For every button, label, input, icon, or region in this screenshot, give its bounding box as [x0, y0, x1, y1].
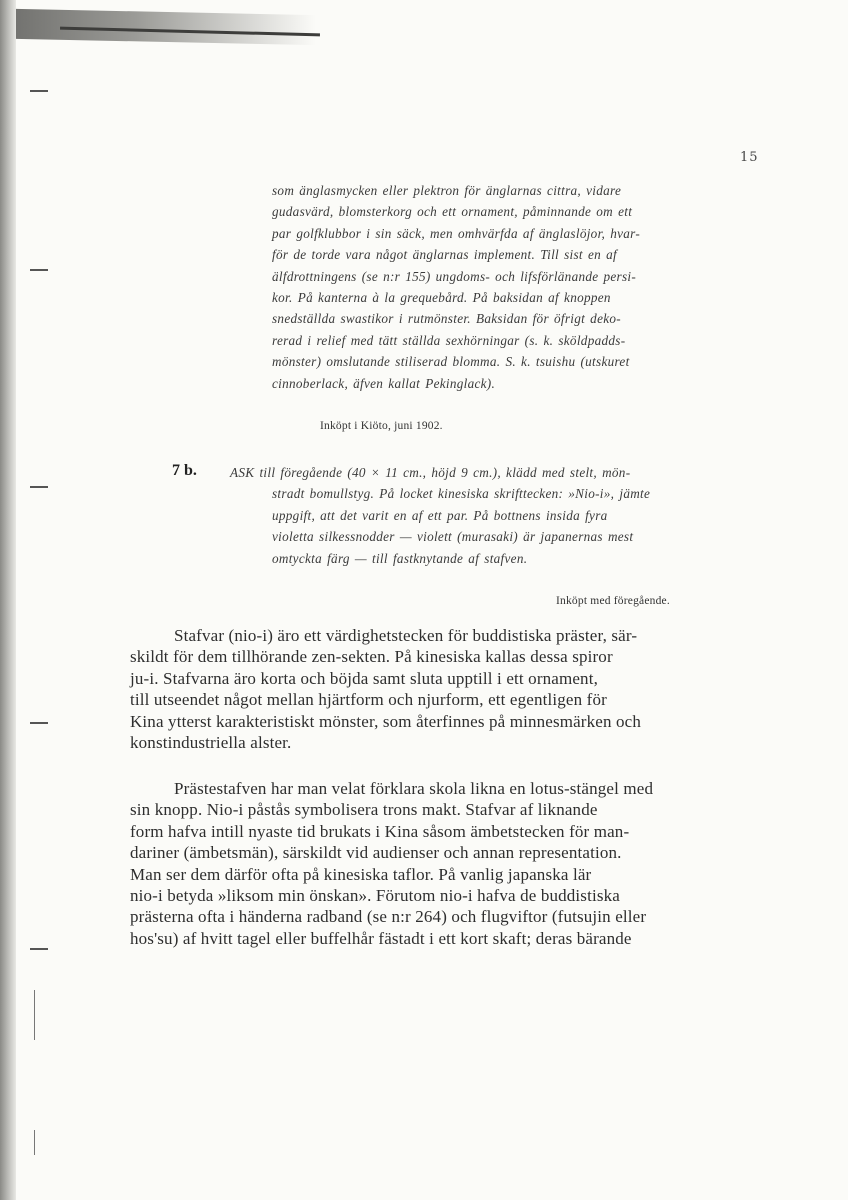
purchase-note-7b: Inköpt med föregående. — [556, 595, 670, 607]
text-line: mönster) omslutande stiliserad blomma. S. k. tsuishu (utskuret — [272, 354, 630, 370]
paragraph-1 — [130, 625, 766, 753]
text-line: par golfklubbor i sin säck, men omhvärfda af änglaslöjor, hvar- — [272, 225, 641, 241]
text-line: violetta silkessnodder — violett (murasaki) är japanernas mest — [272, 529, 634, 545]
purchase-note-7a: Inköpt i Kiöto, juni 1902. — [320, 420, 443, 432]
scan-edge-shadow — [0, 0, 16, 1200]
text-line: för de torde vara något änglarnas implement. Till sist en af — [272, 247, 617, 263]
text-line: ASK till föregående (40 × 11 cm., höjd 9 cm.), klädd med stelt, mön- — [230, 465, 631, 480]
text-line: Prästestafven har man velat förklara skola likna en lotus-stängel med — [174, 779, 654, 798]
text-line: stradt bomullstyg. På locket kinesiska skrifttecken: »Nio-i», jämte — [272, 486, 651, 502]
binder-hole-mark — [28, 480, 50, 494]
text-line: form hafva intill nyaste tid brukats i Kina såsom ämbetstecken för man- — [130, 821, 630, 841]
text-line: älfdrottningens (se n:r 155) ungdoms- och lifsförlänande persi- — [272, 268, 637, 284]
text-line: uppgift, att det varit en af ett par. På bottnens insida fyra — [272, 507, 608, 523]
text-line: som änglasmycken eller plektron för änglarnas cittra, vidare — [272, 183, 622, 198]
text-line: sin knopp. Nio-i påstås symbolisera trons makt. Stafvar af liknande — [130, 800, 598, 820]
binder-hole-mark — [28, 84, 50, 98]
binder-hole-mark — [28, 942, 50, 956]
text-line: ju-i. Stafvarna äro korta och böjda samt sluta upptill i ett ornament, — [130, 668, 598, 688]
text-line: rerad i relief med tätt ställda sexhörningar (s. k. sköldpadds- — [272, 332, 626, 348]
text-line: Man ser dem därför ofta på kinesiska taflor. På vanlig japanska lär — [130, 864, 592, 884]
binder-hole-mark — [28, 716, 50, 730]
text-line: snedställda swastikor i rutmönster. Baksidan för öfrigt deko- — [272, 311, 621, 327]
text-line: Kina ytterst karakteristiskt mönster, som återfinnes på minnesmärken och — [130, 711, 642, 731]
item-7b-description — [230, 462, 770, 569]
text-line: gudasvärd, blomsterkorg och ett ornament, påminnande om ett — [272, 204, 633, 220]
paragraph-2 — [130, 778, 766, 949]
text-line: till utseendet något mellan hjärtform och njurform, ett egentligen för — [130, 690, 607, 710]
item-number-7b: 7 b. — [172, 462, 197, 479]
text-line: skildt för dem tillhörande zen-sekten. På kinesiska kallas dessa spiror — [130, 647, 613, 667]
text-line: konstindustriella alster. — [130, 733, 292, 753]
text-line: cinnoberlack, äfven kallat Pekinglack). — [272, 375, 496, 391]
text-line: hos'su) af hvitt tagel eller buffelhår fästadt i ett kort skaft; deras bärande — [130, 928, 632, 948]
margin-line — [34, 990, 35, 1040]
text-line: dariner (ämbetsmän), särskildt vid audienser och annan representation. — [130, 843, 622, 863]
text-line: prästerna ofta i händerna radband (se n:r 264) och flugviftor (futsujin eller — [130, 907, 647, 927]
binder-hole-mark — [28, 263, 50, 277]
item-7a-description — [272, 180, 772, 394]
text-line: nio-i betyda »liksom min önskan». Förutom nio-i hafva de buddistiska — [130, 886, 620, 906]
page-number: 15 — [740, 150, 759, 165]
margin-line — [34, 1130, 35, 1155]
text-line: omtyckta färg — till fastknytande af stafven. — [272, 550, 528, 566]
text-line: Stafvar (nio-i) äro ett värdighetstecken för buddistiska präster, sär- — [174, 626, 638, 645]
text-line: kor. På kanterna à la grequebård. På baksidan af knoppen — [272, 290, 611, 306]
